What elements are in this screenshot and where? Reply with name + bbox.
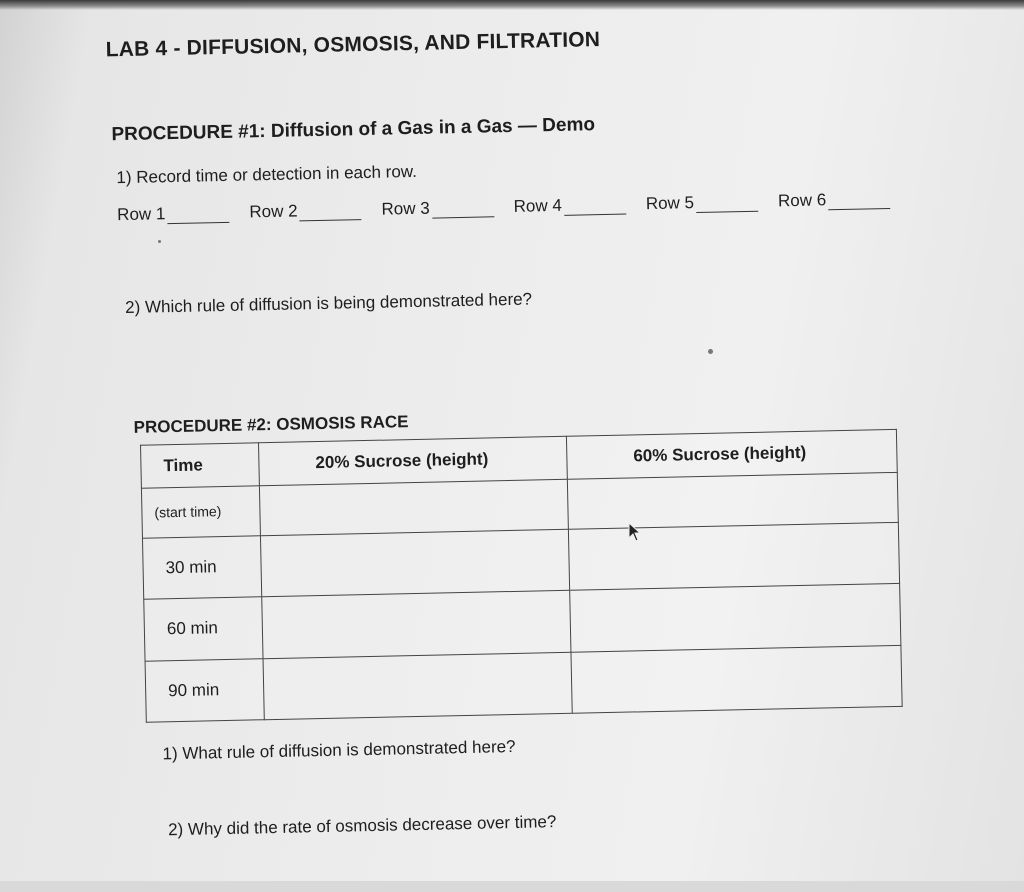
row-6-blank[interactable] [828, 193, 890, 210]
sucrose-20-cell[interactable] [262, 590, 571, 658]
row-5-label: Row 5 [645, 193, 695, 214]
procedure-1-heading: PROCEDURE #1: Diffusion of a Gas in a Gas — Demo [111, 114, 596, 146]
row-2-label: Row 2 [249, 201, 298, 222]
page-title: LAB 4 - DIFFUSION, OSMOSIS, AND FILTRATION [105, 28, 601, 62]
row-6-entry [778, 189, 891, 211]
time-cell: 90 min [145, 658, 264, 722]
pencil-mark [708, 349, 713, 354]
header-20-sucrose: 20% Sucrose (height) [259, 436, 568, 485]
time-cell: (start time) [141, 486, 260, 538]
time-cell: 60 min [144, 597, 263, 661]
procedure-1-question-1: 1) Record time or detection in each row. [116, 161, 418, 188]
row-5-entry [646, 192, 759, 214]
row-2-entry [249, 200, 362, 222]
sucrose-60-cell[interactable] [571, 645, 902, 713]
procedure-2-heading: PROCEDURE #2: OSMOSIS RACE [133, 412, 409, 437]
procedure-2-question-1: 1) What rule of diffusion is demonstrated here? [162, 736, 516, 764]
sucrose-60-cell[interactable] [570, 584, 901, 652]
row-3-entry [381, 197, 494, 219]
row-2-blank[interactable] [299, 204, 361, 221]
row-3-label: Row 3 [381, 198, 430, 219]
row-1-blank[interactable] [167, 207, 229, 224]
sucrose-20-cell[interactable] [263, 652, 572, 720]
row-4-label: Row 4 [513, 195, 563, 216]
row-detection-blanks [117, 189, 907, 226]
row-3-blank[interactable] [432, 201, 494, 218]
header-time: Time [141, 443, 260, 488]
pencil-mark [158, 240, 161, 243]
row-6-label: Row 6 [777, 190, 827, 211]
procedure-2-question-2: 2) Why did the rate of osmosis decrease over time? [167, 812, 557, 840]
row-1-entry [117, 203, 230, 225]
sucrose-20-cell[interactable] [259, 479, 568, 535]
sucrose-20-cell[interactable] [260, 529, 569, 597]
sucrose-60-cell[interactable] [567, 472, 898, 529]
osmosis-race-table [140, 429, 903, 723]
procedure-1-question-2: 2) Which rule of diffusion is being demonstrated here? [124, 289, 533, 318]
time-cell: 30 min [142, 535, 261, 599]
row-5-blank[interactable] [696, 196, 758, 213]
mouse-pointer-icon [628, 522, 642, 542]
row-1-label: Row 1 [116, 204, 166, 225]
row-4-blank[interactable] [564, 199, 626, 216]
sucrose-60-cell[interactable] [568, 522, 899, 590]
row-4-entry [513, 195, 626, 217]
header-60-sucrose: 60% Sucrose (height) [566, 429, 897, 479]
